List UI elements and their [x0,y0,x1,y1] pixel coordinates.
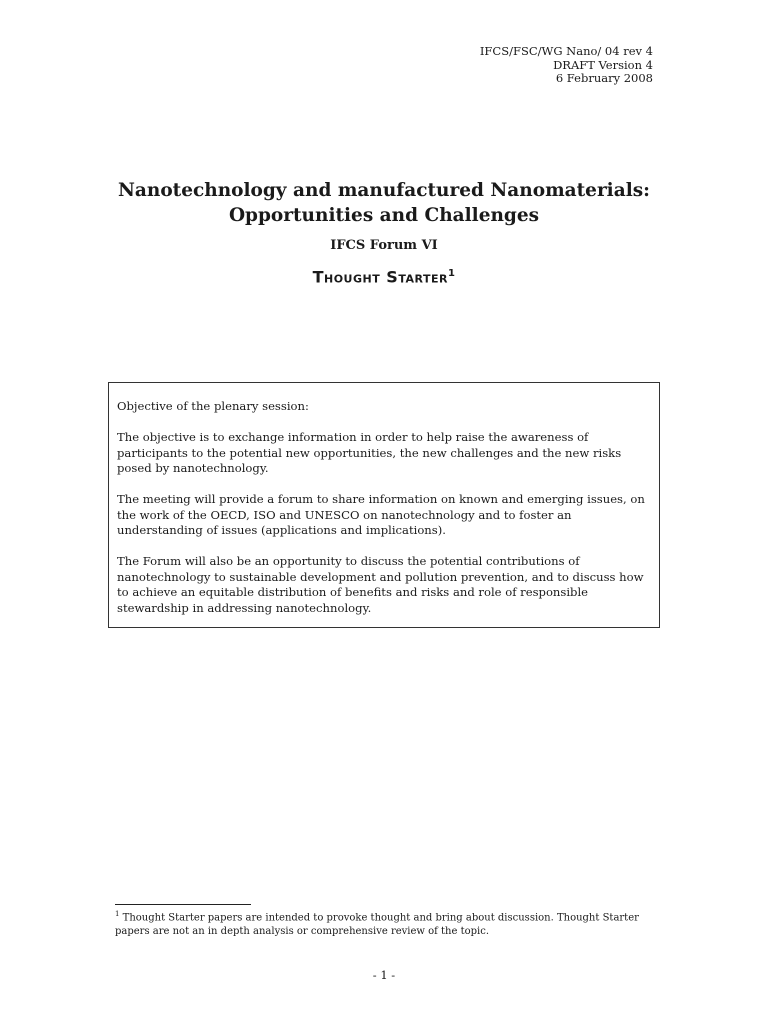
objective-heading: Objective of the plenary session: [117,399,309,413]
document-title-line-1: Nanotechnology and manufactured Nanomaterials: [118,180,650,201]
document-subtitle-text: Thought Starter [312,267,448,287]
objective-paragraph-3: The Forum will also be an opportunity to discuss the potential contributions of nanotechnology to sustainable development and pollution prevention, and to discuss how to achieve an equitable distribution of benefits and risks and role of responsible stewardship in addressing nanotechnology. [117,554,644,615]
objective-paragraph-2: The meeting will provide a forum to share information on known and emerging issues, on the work of the OECD, ISO and UNESCO on nanotechnology and to foster an understanding of issues (applications and implications). [117,492,645,537]
document-title [0,178,768,228]
page-number: - 1 - [372,968,396,982]
footnote-text: Thought Starter papers are intended to provoke thought and bring about discussion. Thought Starter papers are not an in depth analysis or comprehensive review of the topic. [115,912,639,937]
document-subtitle [0,264,768,287]
document-reference-number: IFCS/FSC/WG Nano/ 04 rev 4 [479,44,653,58]
footnote [115,908,655,938]
forum-name: IFCS Forum VI [330,238,438,253]
footnote-reference-mark[interactable]: 1 [447,268,456,279]
document-date: 6 February 2008 [555,71,653,85]
footnote-mark: 1 [115,910,120,918]
document-title-line-2: Opportunities and Challenges [228,205,540,226]
title-block [0,178,768,287]
document-reference-block [480,45,653,86]
document-version: DRAFT Version 4 [553,57,653,72]
footnote-separator [115,904,251,905]
objective-box [108,382,660,628]
objective-paragraph-1: The objective is to exchange information in order to help raise the awareness of participants to the potential new opportunities, the new challenges and the new risks posed by nanotechnology. [117,430,622,475]
